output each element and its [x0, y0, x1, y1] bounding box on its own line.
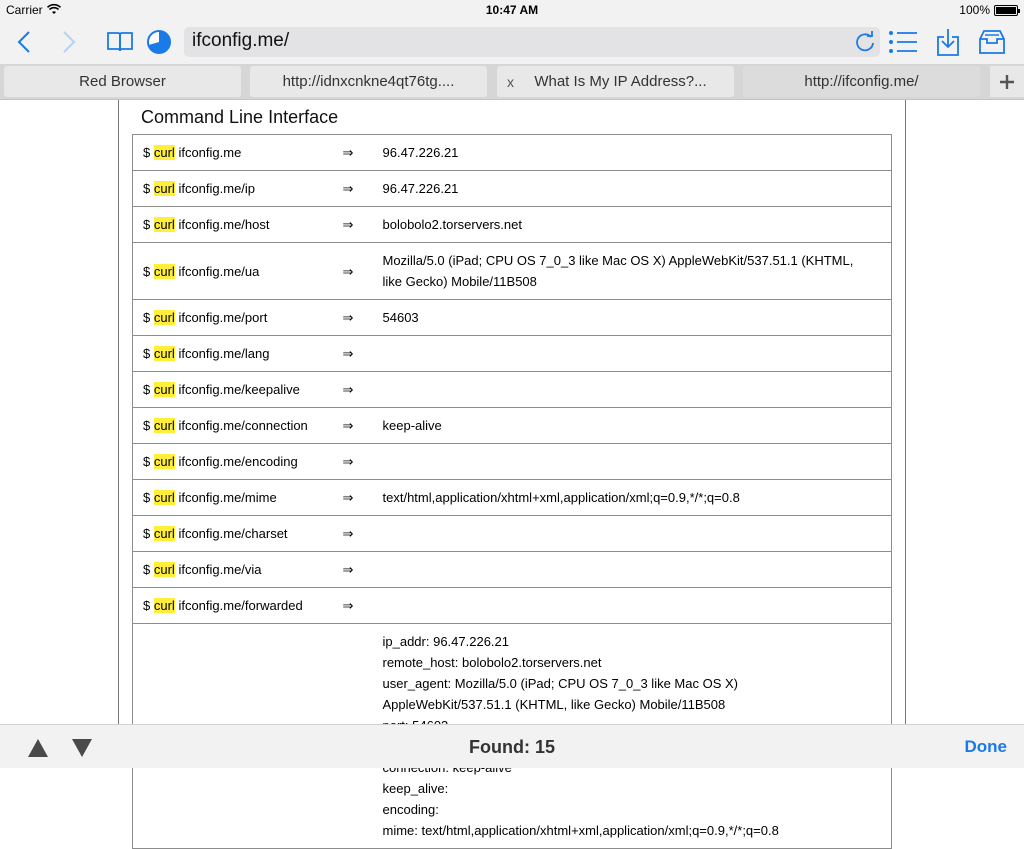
output-line	[383, 379, 884, 400]
tab-ifconfig[interactable]	[743, 66, 980, 97]
find-results-count: Found: 15	[469, 737, 555, 757]
output-line: Mozilla/5.0 (iPad; CPU OS 7_0_3 like Mac OS X) AppleWebKit/537.51.1 (KHTML,	[382, 253, 854, 268]
back-button[interactable]	[8, 26, 40, 58]
arrow-icon: ⇒	[343, 516, 383, 552]
browser-toolbar	[0, 20, 1024, 64]
reading-list-button[interactable]	[887, 26, 919, 58]
cli-command	[133, 300, 343, 336]
cli-prompt: $	[143, 454, 151, 469]
cli-command	[133, 408, 343, 444]
chevron-right-icon	[62, 30, 76, 54]
arrow-icon: ⇒	[343, 243, 383, 300]
cli-row	[133, 300, 892, 336]
bookmarks-button[interactable]	[104, 26, 136, 58]
cli-prompt: $	[143, 181, 151, 196]
search-highlight: curl	[153, 263, 175, 279]
cli-prompt: $	[143, 382, 151, 397]
cli-prompt: $	[143, 598, 151, 613]
cli-output	[383, 135, 892, 171]
arrow-icon: ⇒	[343, 207, 383, 243]
cli-output	[383, 444, 892, 480]
page-border-left	[118, 100, 119, 724]
tab-label: http://idnxcnkne4qt76tg....	[282, 73, 455, 90]
forward-button[interactable]	[53, 26, 85, 58]
cli-output	[383, 171, 892, 207]
arrow-icon: ⇒	[343, 444, 383, 480]
cli-output	[383, 480, 892, 516]
output-line: AppleWebKit/537.51.1 (KHTML, like Gecko) Mobile/11B508	[382, 697, 726, 712]
output-line: bolobolo2.torservers.net	[382, 217, 522, 232]
find-bar	[0, 724, 1024, 768]
cli-row	[133, 171, 892, 207]
cli-prompt: $	[143, 526, 151, 541]
cli-path: ifconfig.me/lang	[178, 346, 270, 361]
tray-icon	[977, 29, 1007, 55]
output-line: remote_host: bolobolo2.torservers.net	[382, 655, 602, 670]
new-tab-button[interactable]	[990, 66, 1024, 97]
tab-onion-site[interactable]	[250, 66, 487, 97]
search-highlight: curl	[153, 526, 175, 541]
cli-row	[133, 372, 892, 408]
arrow-icon: ⇒	[343, 135, 383, 171]
cli-row	[133, 588, 892, 624]
output-line	[383, 559, 884, 580]
output-line: like Gecko) Mobile/11B508	[382, 274, 537, 289]
output-line: user_agent: Mozilla/5.0 (iPad; CPU OS 7_0_3 like Mac OS X)	[382, 676, 738, 691]
book-icon	[106, 31, 134, 53]
download-icon	[936, 28, 960, 56]
cli-prompt: $	[143, 217, 151, 232]
battery-percent: 100%	[959, 3, 990, 17]
list-icon	[888, 30, 918, 54]
tab-bar	[0, 64, 1024, 100]
battery-indicator	[959, 3, 1018, 17]
arrow-icon: ⇒	[343, 300, 383, 336]
tab-close-button[interactable]: x	[507, 74, 514, 90]
page-border-right	[905, 100, 906, 724]
cli-command	[133, 207, 343, 243]
cli-command	[133, 444, 343, 480]
arrow-icon: ⇒	[343, 372, 383, 408]
cli-command	[133, 516, 343, 552]
arrow-icon: ⇒	[343, 552, 383, 588]
output-line: 96.47.226.21	[382, 181, 459, 196]
cli-prompt: $	[143, 490, 151, 505]
output-line: keep_alive:	[382, 781, 449, 796]
cli-row	[133, 516, 892, 552]
cli-row	[133, 408, 892, 444]
arrow-icon: ⇒	[343, 480, 383, 516]
chevron-left-icon	[17, 30, 31, 54]
search-highlight: curl	[153, 598, 175, 613]
cli-path: ifconfig.me/forwarded	[178, 598, 303, 613]
reload-icon[interactable]	[854, 31, 876, 53]
cli-prompt: $	[143, 145, 151, 160]
arrow-icon: ⇒	[343, 588, 383, 624]
tab-label: http://ifconfig.me/	[804, 73, 919, 90]
download-button[interactable]	[932, 26, 964, 58]
cli-path: ifconfig.me/charset	[178, 526, 288, 541]
output-line: 54603	[382, 310, 419, 325]
cli-prompt: $	[143, 310, 151, 325]
cli-row	[133, 207, 892, 243]
output-line: encoding:	[382, 802, 439, 817]
search-highlight: curl	[153, 346, 175, 361]
cli-output	[383, 588, 892, 624]
cli-prompt: $	[143, 263, 151, 279]
cli-command	[133, 372, 343, 408]
cli-prompt: $	[143, 562, 151, 577]
page-heading: Command Line Interface	[141, 107, 339, 127]
cli-prompt: $	[143, 346, 151, 361]
output-line: ip_addr: 96.47.226.21	[382, 634, 509, 649]
cli-output	[383, 300, 892, 336]
cli-path: ifconfig.me/connection	[178, 418, 308, 433]
output-line: text/html,application/xhtml+xml,application/xml;q=0.9,*/*;q=0.8	[382, 490, 740, 505]
output-line	[383, 343, 884, 364]
search-highlight: curl	[153, 310, 175, 325]
battery-icon	[994, 5, 1018, 16]
cli-row	[133, 336, 892, 372]
search-highlight: curl	[153, 217, 175, 232]
tab-red-browser[interactable]	[4, 66, 241, 97]
cli-command	[133, 480, 343, 516]
cli-command	[133, 552, 343, 588]
tab-label: What Is My IP Address?...	[534, 73, 707, 90]
arrow-icon: ⇒	[343, 336, 383, 372]
output-line: 96.47.226.21	[382, 145, 459, 160]
cli-command	[133, 135, 343, 171]
cli-output	[383, 207, 892, 243]
address-url[interactable]: ifconfig.me/	[192, 30, 290, 51]
cli-row	[133, 480, 892, 516]
cli-output	[383, 336, 892, 372]
search-highlight: curl	[153, 562, 175, 577]
status-time: 10:47 AM	[485, 3, 539, 17]
cli-output	[383, 243, 892, 300]
cli-path: ifconfig.me/ua	[178, 263, 260, 279]
cli-output	[383, 408, 892, 444]
cli-command	[133, 243, 343, 300]
archive-button[interactable]	[976, 26, 1008, 58]
cli-command	[133, 336, 343, 372]
history-button[interactable]	[143, 26, 175, 58]
cli-row	[133, 552, 892, 588]
cli-path: ifconfig.me/via	[178, 562, 262, 577]
tab-what-is-my-ip[interactable]	[497, 66, 734, 97]
cli-command	[133, 171, 343, 207]
output-line	[383, 451, 884, 472]
cli-row	[133, 243, 892, 300]
cli-row	[133, 135, 892, 171]
search-highlight: curl	[153, 454, 175, 469]
cli-path: ifconfig.me/keepalive	[178, 382, 300, 397]
cli-path: ifconfig.me/host	[178, 217, 270, 232]
address-bar[interactable]	[184, 27, 880, 57]
output-line	[383, 595, 884, 616]
output-line	[383, 523, 884, 544]
search-highlight: curl	[153, 145, 175, 160]
cli-command	[133, 588, 343, 624]
tab-label: Red Browser	[79, 73, 166, 90]
pie-icon	[146, 29, 172, 55]
cli-output	[383, 552, 892, 588]
plus-icon	[999, 74, 1015, 90]
cli-path: ifconfig.me/encoding	[178, 454, 298, 469]
cli-output	[383, 372, 892, 408]
search-highlight: curl	[153, 418, 175, 433]
output-line: keep-alive	[382, 418, 442, 433]
cli-path: ifconfig.me	[178, 145, 242, 160]
find-done-button[interactable]: Done	[964, 737, 1007, 756]
cli-output	[383, 516, 892, 552]
search-highlight: curl	[153, 181, 175, 196]
arrow-icon: ⇒	[343, 408, 383, 444]
cli-path: ifconfig.me/mime	[178, 490, 277, 505]
status-bar	[0, 0, 1024, 20]
cli-row	[133, 444, 892, 480]
cli-prompt: $	[143, 418, 151, 433]
search-highlight: curl	[153, 382, 175, 397]
arrow-icon: ⇒	[343, 171, 383, 207]
carrier-label: Carrier	[6, 3, 43, 17]
search-highlight: curl	[153, 490, 175, 505]
cli-path: ifconfig.me/port	[178, 310, 268, 325]
cli-path: ifconfig.me/ip	[178, 181, 256, 196]
output-line: mime: text/html,application/xhtml+xml,application/xml;q=0.9,*/*;q=0.8	[382, 823, 779, 838]
